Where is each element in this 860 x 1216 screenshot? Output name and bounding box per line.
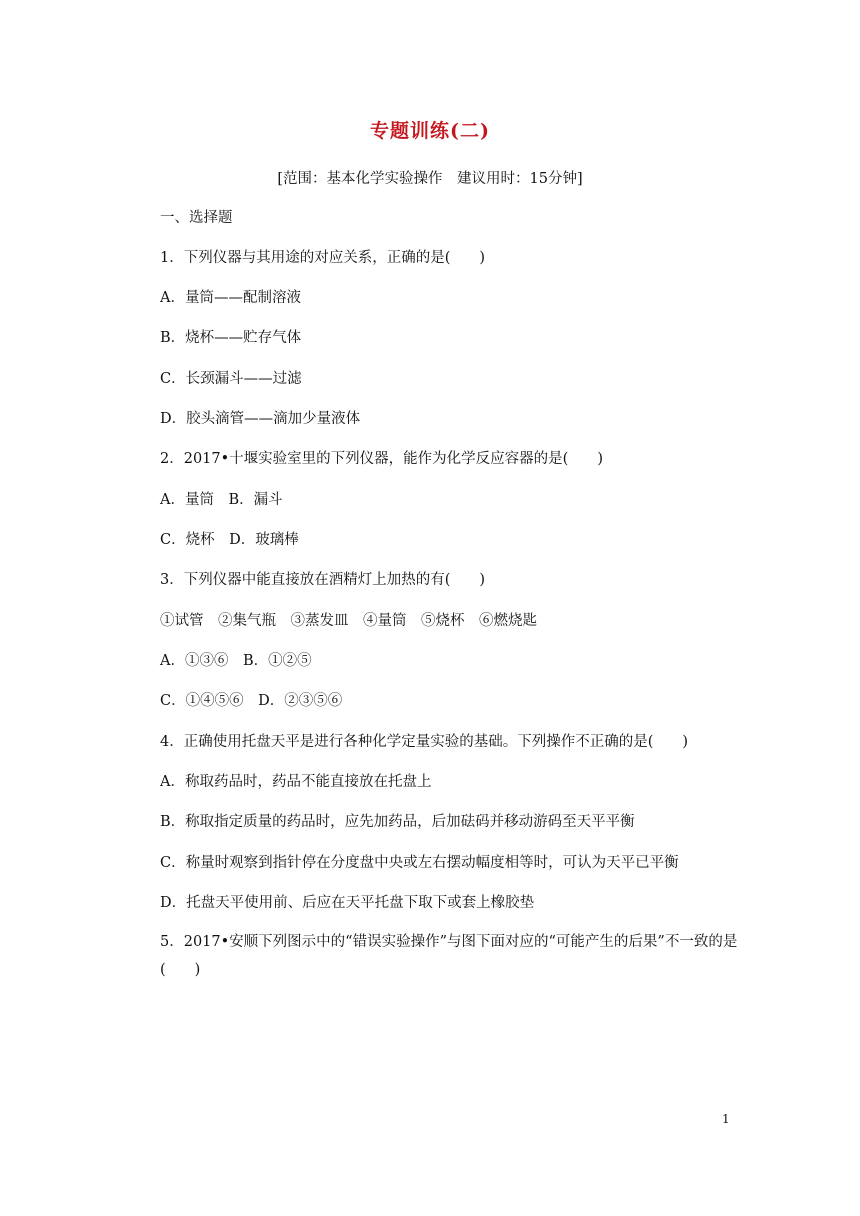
question-3-options-ab: A．①③⑥ B．①②⑤ [160,653,312,669]
question-4-option-d: D．托盘天平使用前、后应在天平托盘下取下或套上橡胶垫 [160,895,535,911]
question-1-option-d: D．胶头滴管——滴加少量液体 [160,411,361,427]
question-4-stem: 4．正确使用托盘天平是进行各种化学定量实验的基础。下列操作不正确的是( ) [160,734,689,750]
question-4-option-a: A．称取药品时，药品不能直接放在托盘上 [160,774,432,790]
page-title: 专题训练(二) [370,120,490,142]
question-3-options-cd: C．①④⑤⑥ D．②③⑤⑥ [160,693,343,709]
question-4-option-b: B．称取指定质量的药品时，应先加药品，后加砝码并移动游码至天平平衡 [160,814,635,830]
question-3-items: ①试管 ②集气瓶 ③蒸发皿 ④量筒 ⑤烧杯 ⑥燃烧匙 [160,613,537,629]
question-1-option-c: C．长颈漏斗——过滤 [160,371,302,387]
section-heading: 一、选择题 [160,210,233,226]
question-1-stem: 1．下列仪器与其用途的对应关系，正确的是( ) [160,250,486,266]
question-2-stem: 2．2017•十堰实验室里的下列仪器，能作为化学反应容器的是( ) [160,451,603,467]
question-3-stem: 3．下列仪器中能直接放在酒精灯上加热的有( ) [160,572,486,588]
question-4-option-c: C．称量时观察到指针停在分度盘中央或左右摆动幅度相等时，可认为天平已平衡 [160,855,679,871]
question-1-option-a: A．量筒——配制溶液 [160,290,301,306]
page-number: 1 [722,1112,730,1126]
question-5-stem: 5．2017•安顺下列图示中的“错误实验操作”与图下面对应的“可能产生的后果”不一致的是( ) [160,934,738,978]
question-2-options-ab: A．量筒 B．漏斗 [160,492,283,508]
question-1-option-b: B．烧杯——贮存气体 [160,330,302,346]
page-subtitle: [范围：基本化学实验操作 建议用时：15分钟] [277,171,583,187]
question-2-options-cd: C．烧杯 D．玻璃棒 [160,532,299,548]
